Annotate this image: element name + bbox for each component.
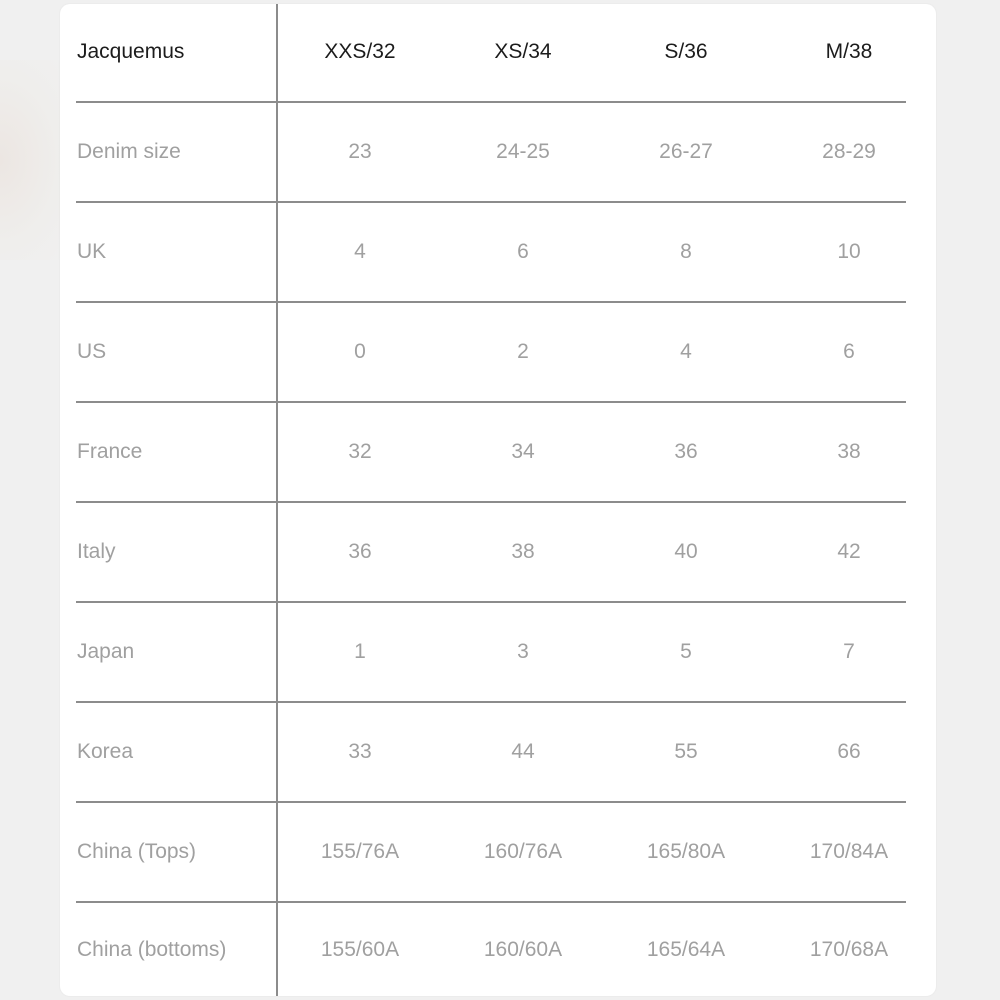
- table-cell: 7: [843, 640, 855, 663]
- row-label: Denim size: [77, 140, 181, 163]
- table-row-us: [0, 302, 1000, 402]
- table-cell: 170/84A: [809, 840, 889, 863]
- table-cell: 36: [348, 540, 372, 563]
- table-cell: 4: [680, 340, 692, 363]
- table-row-italy: [0, 502, 1000, 602]
- size-header-xs: XS/34: [494, 40, 552, 63]
- table-cell: 6: [517, 240, 529, 263]
- table-cell: 155/60A: [320, 938, 400, 961]
- table-cell: 55: [674, 740, 698, 763]
- table-cell: 5: [680, 640, 692, 663]
- table-row-denim-size: [0, 102, 1000, 202]
- table-cell: 26-27: [659, 140, 713, 163]
- table-row-uk: [0, 202, 1000, 302]
- size-header-m: M/38: [825, 40, 873, 63]
- table-cell: 155/76A: [320, 840, 400, 863]
- table-cell: 34: [511, 440, 535, 463]
- row-label: Korea: [77, 740, 134, 763]
- table-cell: 2: [517, 340, 529, 363]
- table-cell: 1: [354, 640, 366, 663]
- table-cell: 160/76A: [483, 840, 563, 863]
- table-cell: 6: [843, 340, 855, 363]
- table-cell: 8: [680, 240, 692, 263]
- size-header-xxs: XXS/32: [324, 40, 396, 63]
- table-cell: 33: [348, 740, 372, 763]
- table-cell: 28-29: [822, 140, 876, 163]
- table-cell: 36: [674, 440, 698, 463]
- table-row-japan: [0, 602, 1000, 702]
- table-cell: 40: [674, 540, 698, 563]
- table-cell: 44: [511, 740, 535, 763]
- table-row-france: [0, 402, 1000, 502]
- table-cell: 165/80A: [646, 840, 726, 863]
- row-label: UK: [77, 240, 107, 263]
- table-cell: 23: [348, 140, 372, 163]
- table-cell: 32: [348, 440, 372, 463]
- size-header-s: S/36: [664, 40, 708, 63]
- table-row-china-bottoms: [0, 900, 1000, 1000]
- table-cell: 0: [354, 340, 366, 363]
- table-cell: 42: [837, 540, 861, 563]
- table-cell: 10: [837, 240, 861, 263]
- table-cell: 170/68A: [809, 938, 889, 961]
- table-row-china-tops: [0, 802, 1000, 902]
- table-row-korea: [0, 702, 1000, 802]
- column-divider: [276, 4, 278, 996]
- table-cell: 38: [511, 540, 535, 563]
- row-label: China (Tops): [77, 840, 197, 863]
- table-cell: 66: [837, 740, 861, 763]
- row-label: France: [77, 440, 143, 463]
- row-label: US: [77, 340, 107, 363]
- table-cell: 3: [517, 640, 529, 663]
- brand-header: Jacquemus: [77, 40, 185, 63]
- row-label: Italy: [77, 540, 116, 563]
- row-label: Japan: [77, 640, 135, 663]
- table-cell: 160/60A: [483, 938, 563, 961]
- table-cell: 4: [354, 240, 366, 263]
- table-cell: 38: [837, 440, 861, 463]
- table-cell: 165/64A: [646, 938, 726, 961]
- table-header-row: [0, 2, 1000, 102]
- row-label: China (bottoms): [77, 938, 227, 961]
- table-cell: 24-25: [496, 140, 550, 163]
